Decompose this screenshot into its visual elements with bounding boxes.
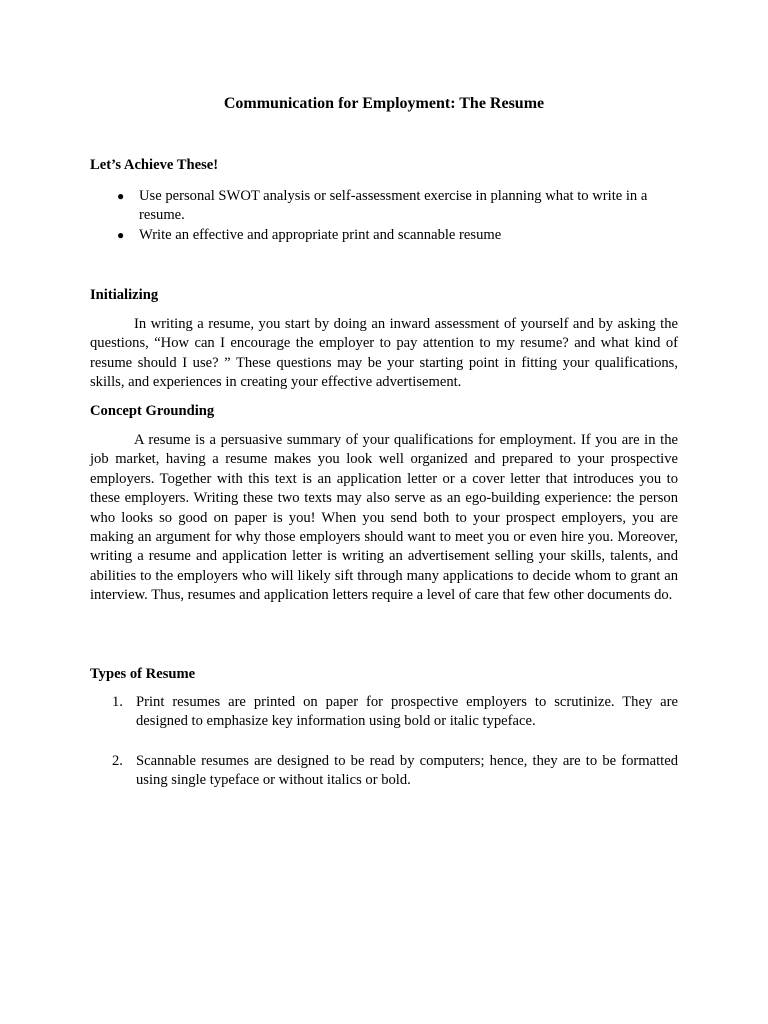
list-item bbox=[90, 226, 678, 245]
objectives-list bbox=[90, 187, 678, 245]
list-item-text: Scannable resumes are designed to be read by computers; hence, they are to be formatted using single typeface or without italics or bold. bbox=[136, 753, 678, 789]
types-list-item-2 bbox=[90, 752, 678, 791]
concept-grounding-heading: Concept Grounding bbox=[90, 403, 215, 419]
list-number: 1. bbox=[112, 694, 123, 710]
list-item-text: Use personal SWOT analysis or self-assessment exercise in planning what to write in a resume. bbox=[139, 188, 648, 223]
initializing-paragraph: In writing a resume, you start by doing an inward assessment of yourself and by asking the questions, “How can I encourage the employer to pay attention to my resume? and what kind of resume should I use? ” These questions may be your starting point in fitting your qualifications, skills, and experiences in creating your effective advertisement. bbox=[90, 316, 678, 391]
list-item bbox=[90, 693, 678, 732]
types-list-item-1 bbox=[90, 693, 678, 732]
list-item bbox=[90, 752, 678, 791]
bullet-icon: ● bbox=[117, 228, 125, 242]
objectives-heading: Let’s Achieve These! bbox=[90, 157, 219, 173]
page-title: Communication for Employment: The Resume bbox=[223, 95, 545, 112]
list-item-text: Write an effective and appropriate print and scannable resume bbox=[139, 227, 502, 243]
bullet-icon: ● bbox=[117, 189, 125, 203]
types-heading: Types of Resume bbox=[90, 666, 196, 682]
initializing-heading: Initializing bbox=[90, 287, 159, 303]
list-item bbox=[90, 187, 678, 224]
list-item-text: Print resumes are printed on paper for prospective employers to scrutinize. They are designed to emphasize key information using bold or italic typeface. bbox=[136, 694, 678, 730]
concept-grounding-paragraph: A resume is a persuasive summary of your qualifications for employment. If you are in the job market, having a resume makes you look well organized and prepared to your prospective employers. Together with this text is an application letter or a cover letter that introduces you to these employers. Writing these two texts may also serve as an ego-building experience: the person who looks so good on paper is you! When you send both to your prospect employers, you are making an argument for why those employers should want to meet you or even hire you. Moreover, writing a resume and application letter is writing an advertisement selling your skills, talents, and abilities to the employers who will likely sift through many applications to decide whom to grant an interview. Thus, resumes and application letters require a level of care that few other documents do. bbox=[90, 432, 678, 604]
list-number: 2. bbox=[112, 753, 123, 769]
